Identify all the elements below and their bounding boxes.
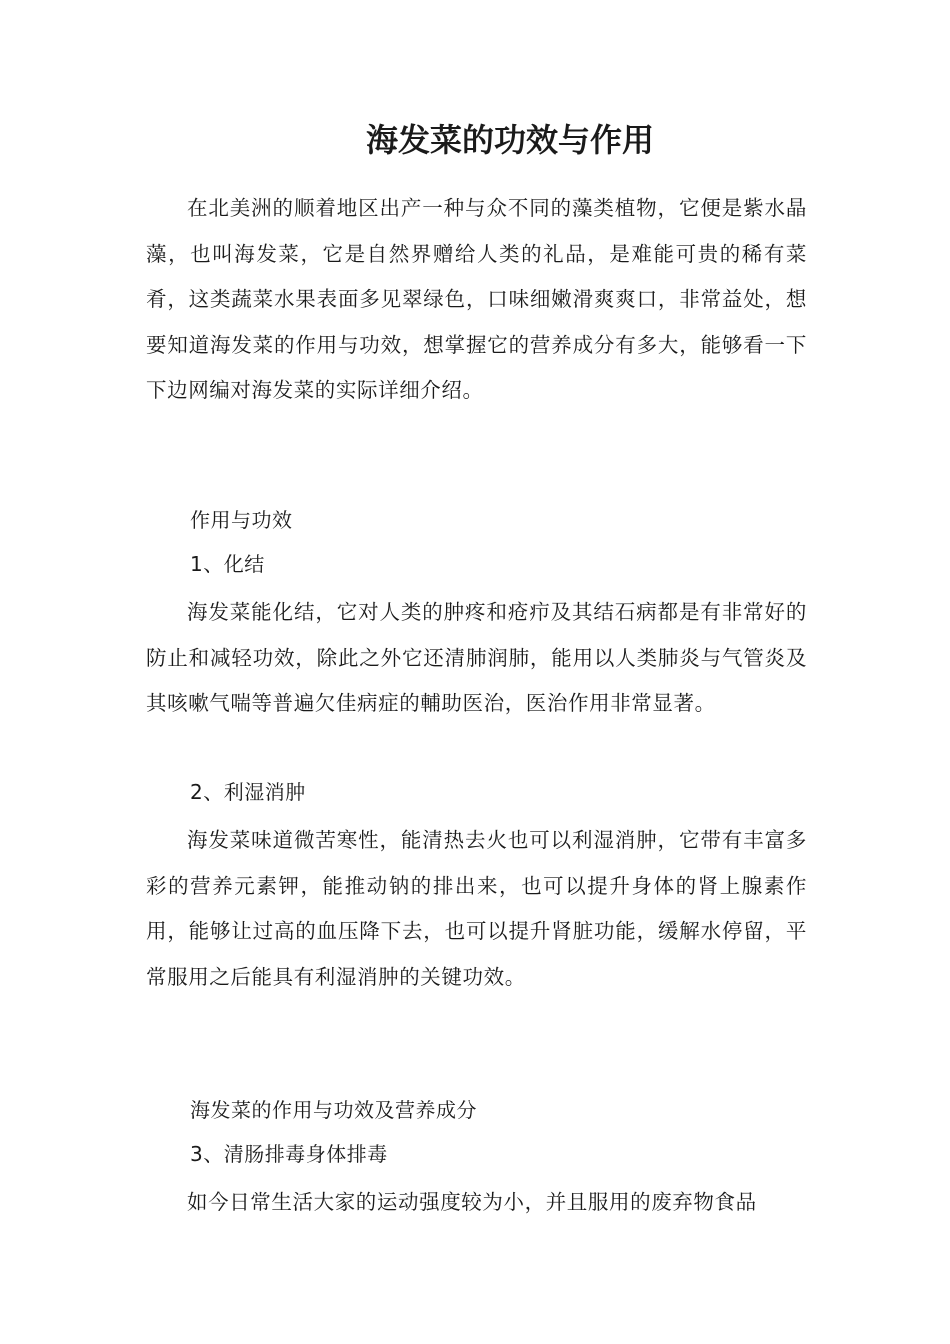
document-title: 海发菜的功效与作用	[365, 121, 654, 159]
item-heading-2: 2、利湿消肿	[190, 780, 306, 804]
item-paragraph-3: 如今日常生活大家的运动强度较为小，并且服用的废弃物食品	[187, 1190, 757, 1214]
item-heading-1: 1、化结	[190, 552, 265, 576]
item-paragraph-1: 海发菜能化结，它对人类的肿疼和疮疖及其结石病都是有非常好的防止和减轻功效，除此之外它还清肺润肺，能用以人类肺炎与气管炎及其咳嗽气喘等普遍欠佳病症的輔助医治，医治作用非常显著。	[146, 600, 807, 716]
section-heading-effects: 作用与功效	[190, 508, 293, 532]
item-paragraph-2: 海发菜味道微苦寒性，能清热去火也可以利湿消肿，它带有丰富多彩的营养元素钾，能推动钠的排出来，也可以提升身体的肾上腺素作用，能够让过高的血压降下去，也可以提升肾脏功能，缓解水停留，平常服用之后能具有利湿消肿的关键功效。	[146, 828, 807, 989]
intro-paragraph: 在北美洲的顺着地区出产一种与众不同的藻类植物，它便是紫水晶藻，也叫海发菜，它是自然界赠给人类的礼品，是难能可贵的稀有菜肴，这类蔬菜水果表面多见翠绿色，口味细嫩滑爽爽口，非常益处，想要知道海发菜的作用与功效，想掌握它的营养成分有多大，能够看一下下边网编对海发菜的实际详细介绍。	[146, 196, 807, 403]
item-heading-3: 3、清肠排毒身体排毒	[190, 1142, 388, 1166]
section-heading-nutrition: 海发菜的作用与功效及营养成分	[190, 1098, 477, 1122]
